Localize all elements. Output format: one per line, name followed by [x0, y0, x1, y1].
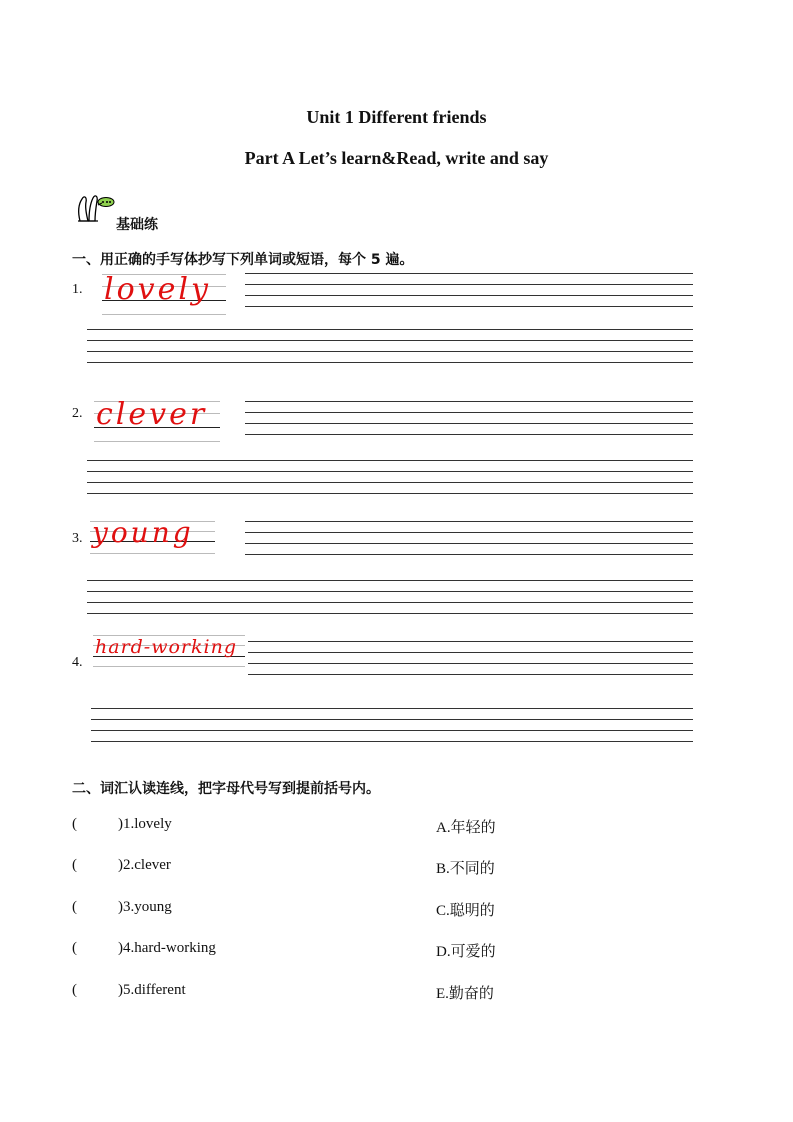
handwriting-box-2	[94, 397, 220, 443]
answer-bracket[interactable]: (	[72, 899, 77, 915]
item-number-3: 3.	[72, 531, 83, 546]
handwriting-box-1	[102, 270, 226, 318]
match-option: E.勤奋的	[436, 986, 494, 1002]
writing-lines[interactable]	[87, 329, 693, 363]
writing-lines[interactable]	[245, 401, 693, 435]
answer-bracket[interactable]: (	[72, 940, 77, 956]
writing-lines[interactable]	[245, 273, 693, 307]
item-number-4: 4.	[72, 655, 83, 670]
worksheet-title: Unit 1 Different friends	[306, 107, 487, 127]
writing-lines[interactable]	[91, 708, 693, 742]
match-option: D.可爱的	[436, 944, 496, 960]
writing-lines[interactable]	[87, 580, 693, 614]
worksheet-subtitle: Part A Let’s learn&Read, write and say	[244, 148, 549, 168]
writing-lines[interactable]	[87, 460, 693, 494]
handwriting-word: lovely	[104, 272, 211, 307]
match-item: )1.lovely	[118, 816, 172, 832]
handwriting-box-4	[93, 632, 245, 670]
match-item: )3.young	[118, 899, 172, 915]
rabbit-mascot-icon	[74, 193, 116, 223]
section1-heading: 一、用正确的手写体抄写下列单词或短语，每个 5 遍。	[72, 252, 414, 268]
writing-lines[interactable]	[245, 521, 693, 555]
item-number-2: 2.	[72, 406, 83, 421]
match-item: )2.clever	[118, 857, 171, 873]
handwriting-word: hard-working	[95, 636, 238, 658]
match-item: )4.hard-working	[118, 940, 216, 956]
answer-bracket[interactable]: (	[72, 857, 77, 873]
match-option: C.聪明的	[436, 903, 495, 919]
answer-bracket[interactable]: (	[72, 816, 77, 832]
handwriting-box-3	[90, 518, 215, 558]
match-item: )5.different	[118, 982, 186, 998]
answer-bracket[interactable]: (	[72, 982, 77, 998]
match-option: A.年轻的	[436, 820, 496, 836]
handwriting-word: young	[92, 516, 194, 549]
match-option: B.不同的	[436, 861, 495, 877]
writing-lines[interactable]	[248, 641, 693, 675]
level-label: 基础练	[116, 217, 158, 233]
item-number-1: 1.	[72, 282, 83, 297]
handwriting-word: clever	[96, 397, 208, 432]
section2-heading: 二、词汇认读连线，把字母代号写到提前括号内。	[72, 781, 380, 797]
